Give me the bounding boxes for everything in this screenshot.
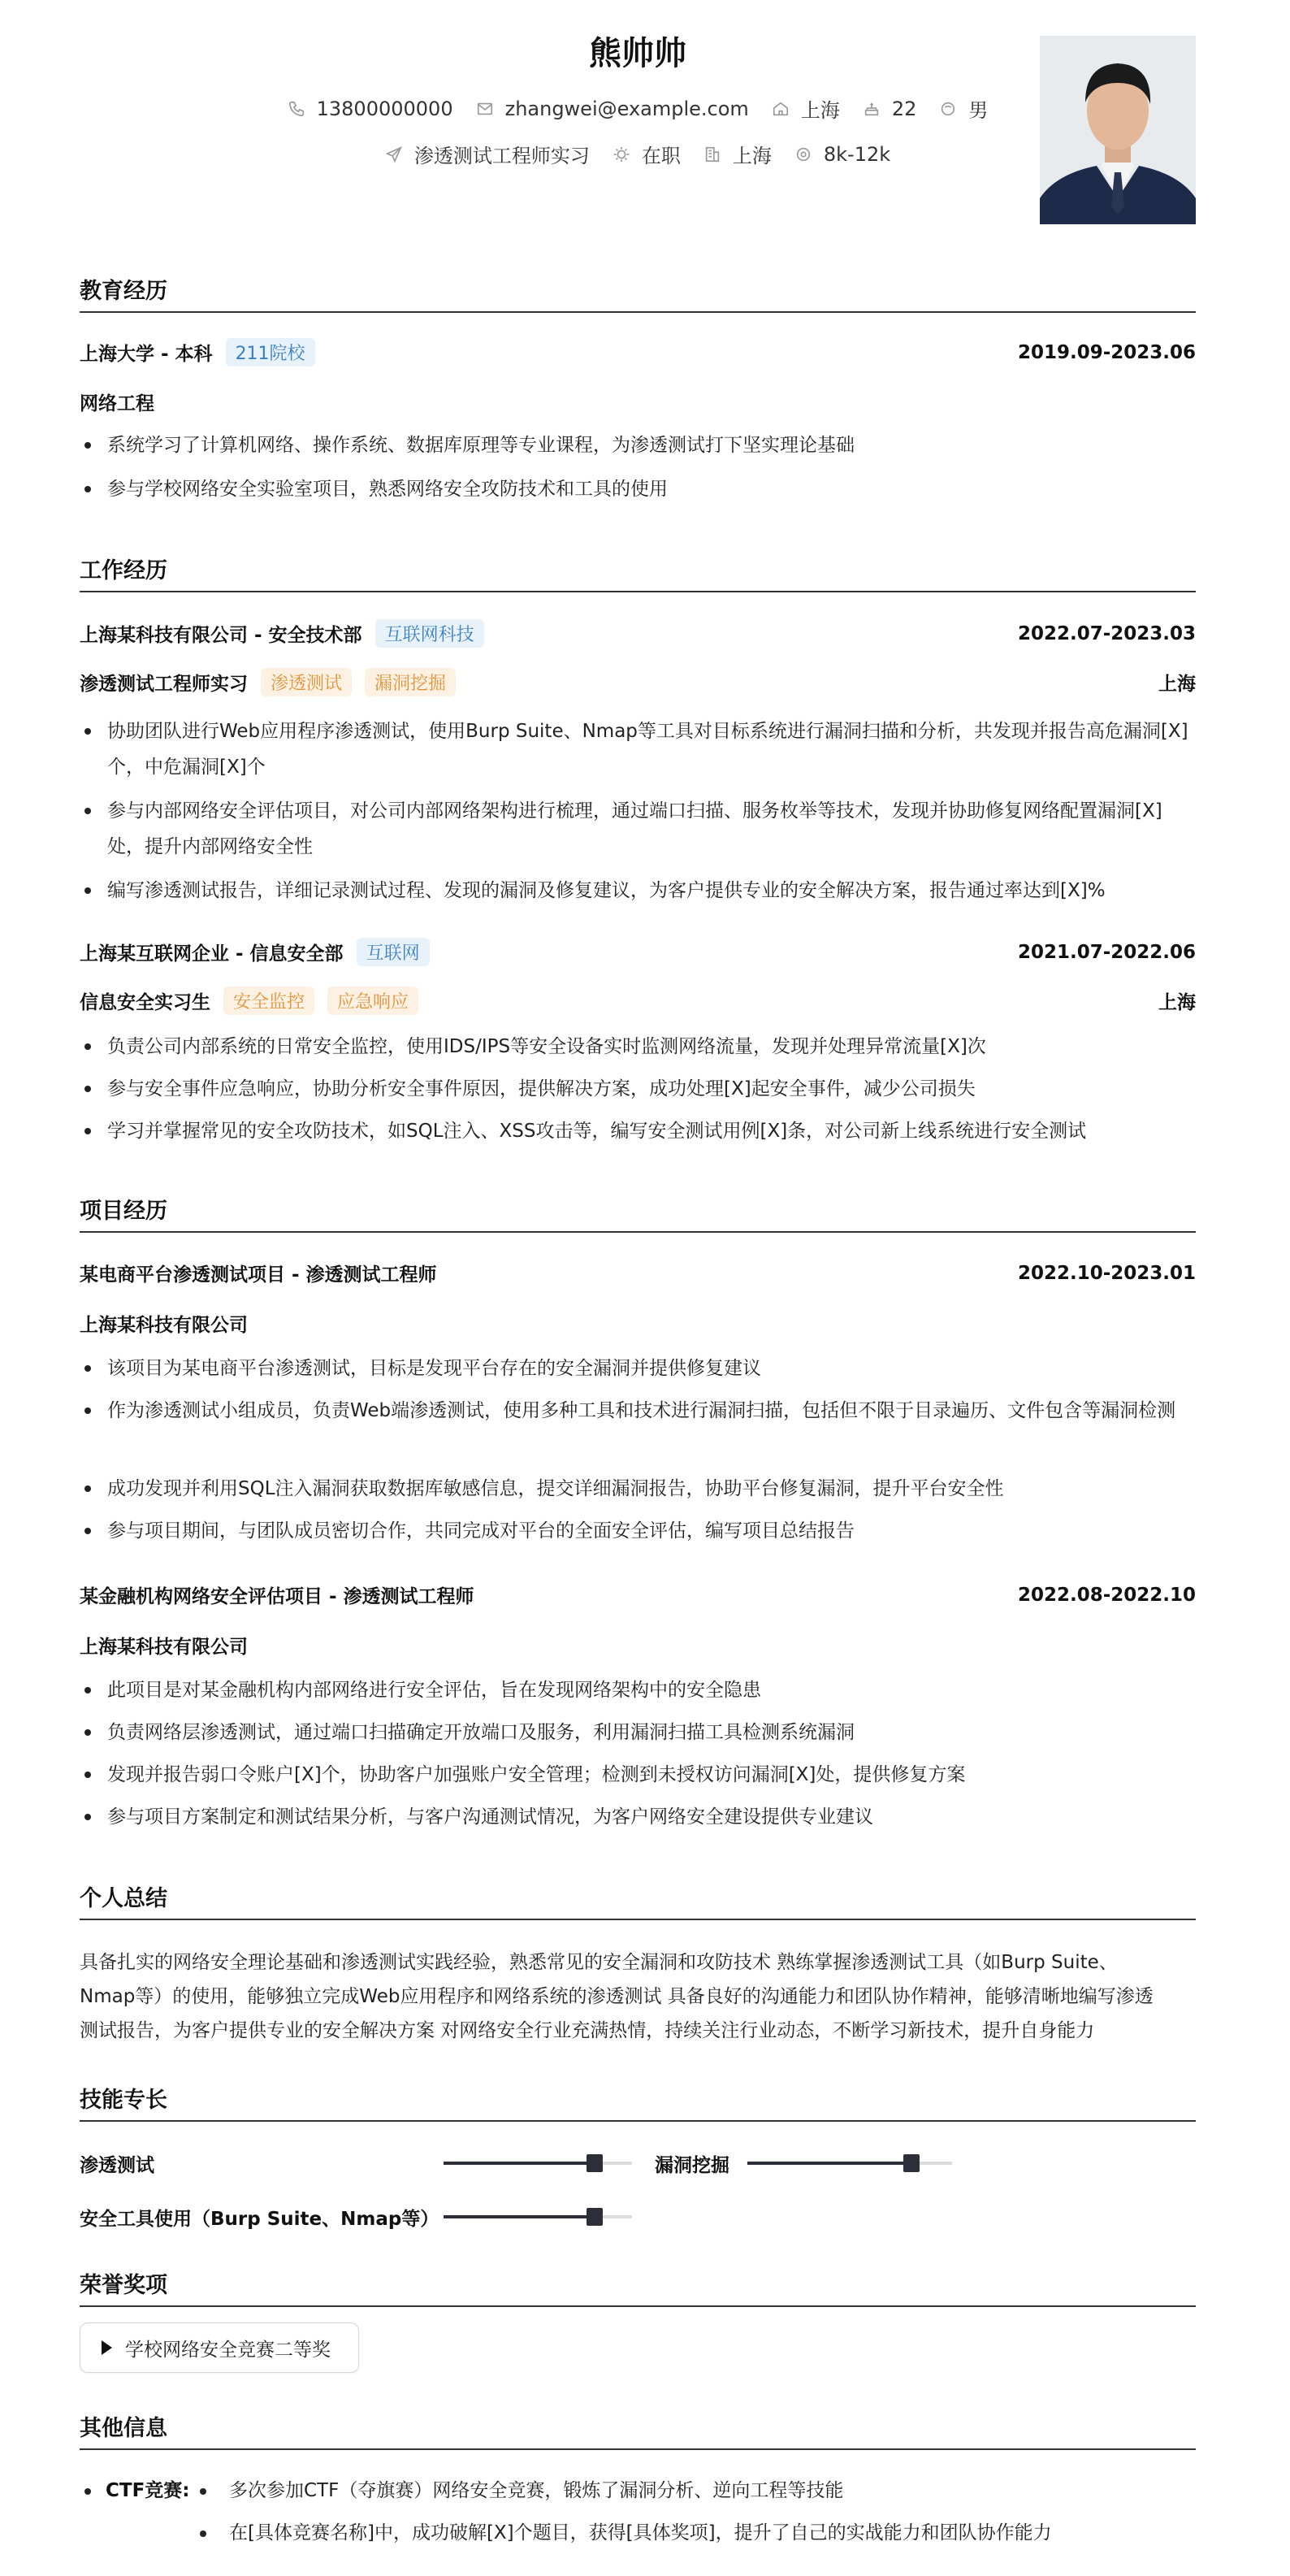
phone-text: 13800000000: [316, 97, 453, 120]
project-name: 某金融机构网络安全评估项目 - 渗透测试工程师: [80, 1586, 474, 1607]
education-date: 2019.09-2023.06: [1017, 341, 1196, 363]
gender-item: [939, 94, 988, 123]
list-item: 成功发现并利用SQL注入漏洞获取数据库敏感信息，提交详细漏洞报告，协助平台修复漏洞，提升平台安全性: [80, 1471, 1196, 1507]
company-name: 上海某科技有限公司 - 安全技术部: [80, 625, 362, 646]
list-item: 作为渗透测试小组成员，负责Web端渗透测试，使用多种工具和技术进行漏洞扫描，包括但不限于目录遍历、文件包含等漏洞检测: [80, 1393, 1196, 1429]
skill-level-knob: [587, 2208, 603, 2226]
list-item: 参与项目期间，与团队成员密切合作，共同完成对平台的全面安全评估，编写项目总结报告: [80, 1513, 1196, 1549]
project-org: 上海某科技有限公司: [80, 1637, 248, 1658]
job-city: 上海: [1158, 992, 1196, 1013]
list-item: 系统学习了计算机网络、操作系统、数据库原理等专业课程，为渗透测试打下坚实理论基础: [80, 427, 1196, 463]
list-item: 编写渗透测试报告，详细记录测试过程、发现的漏洞及修复建议，为客户提供专业的安全解决方案，报告通过率达到[X]%: [80, 873, 1196, 909]
project-header: [80, 1260, 1196, 1286]
project-date: 2022.10-2023.01: [1017, 1262, 1196, 1284]
school-tag: 211院校: [226, 338, 315, 366]
job-position: 渗透测试工程师实习: [80, 674, 248, 695]
other-label: CTF竞赛:: [106, 2480, 190, 2501]
project-org: 上海某科技有限公司: [80, 1315, 248, 1336]
skill-level-bar: [747, 2162, 952, 2165]
list-item: 负责公司内部系统的日常安全监控，使用IDS/IPS等安全设备实时监测网络流量，发现并处理异常流量[X]次: [80, 1029, 1196, 1065]
job-position: 信息安全实习生: [80, 992, 210, 1013]
target-job-item: [385, 140, 590, 168]
list-item: 发现并报告弱口令账户[X]个，协助客户加强账户安全管理；检测到未授权访问漏洞[X]处，提供修复方案: [80, 1757, 1196, 1793]
position-tag: 应急响应: [327, 987, 418, 1015]
major: 网络工程: [80, 393, 154, 414]
profile-photo: [1040, 36, 1196, 224]
other-text: 多次参加CTF（夺旗赛）网络安全竞赛，锻炼了漏洞分析、逆向工程等技能: [229, 2480, 844, 2501]
award-text: 学校网络安全竞赛二等奖: [125, 2339, 331, 2361]
skill-level-bar: [444, 2162, 632, 2165]
project-name: 某电商平台渗透测试项目 - 渗透测试工程师: [80, 1264, 437, 1286]
school-name: 上海大学 - 本科: [80, 344, 213, 365]
email-item: [476, 98, 749, 120]
list-item: 此项目是对某金融机构内部网络进行安全评估，旨在发现网络架构中的安全隐患: [80, 1672, 1196, 1708]
status-text: 在职: [641, 145, 681, 167]
skill-level-knob: [587, 2154, 603, 2172]
list-item: 参与项目方案制定和测试结果分析，与客户沟通测试情况，为客户网络安全建设提供专业建议: [80, 1799, 1196, 1835]
other-section-title: 其他信息: [80, 2410, 1196, 2450]
skill-name: 安全工具使用（Burp Suite、Nmap等）: [80, 2209, 439, 2230]
award-item[interactable]: [80, 2322, 359, 2373]
position-tag: 渗透测试: [261, 668, 352, 696]
job-position-row: [80, 987, 1196, 1015]
skill-level-fill: [444, 2215, 595, 2218]
age-icon: [863, 100, 881, 118]
work-section-title: 工作经历: [80, 553, 1196, 592]
job-header: [80, 938, 1196, 966]
position-tag: 漏洞挖掘: [365, 668, 456, 696]
skill-level-fill: [444, 2162, 595, 2165]
summary-line: Nmap等）的使用，能够独立完成Web应用程序和网络系统的渗透测试 具备良好的沟通能力和团队协作精神，能够清晰地编写渗透: [80, 1986, 1154, 2007]
projects-section-title: 项目经历: [80, 1193, 1196, 1233]
target-job-text: 渗透测试工程师实习: [413, 145, 590, 167]
summary-line: 具备扎实的网络安全理论基础和渗透测试实践经验，熟悉常见的安全漏洞和攻防技术 熟练掌握渗透测试工具（如Burp Suite、: [80, 1952, 1118, 1973]
status-icon: [613, 145, 630, 163]
skill-name: 漏洞挖掘: [655, 2155, 729, 2176]
job-intent-row: [80, 140, 1196, 168]
skill-level-bar: [444, 2215, 632, 2218]
education-section-title: 教育经历: [80, 273, 1196, 313]
building-icon: [703, 145, 721, 163]
target-city-item: [703, 140, 772, 168]
other-text: 在[具体竞赛名称]中，成功破解[X]个题目，获得[具体奖项]，提升了自己的实战能力和团队协作能力: [229, 2522, 1052, 2543]
list-item: 协助团队进行Web应用程序渗透测试，使用Burp Suite、Nmap等工具对目标系统进行漏洞扫描和分析，共发现并报告高危漏洞[X]个，中危漏洞[X]个: [80, 713, 1196, 785]
candidate-name: 熊帅帅: [589, 35, 686, 72]
location-item: [772, 94, 840, 123]
education-header: [80, 338, 1196, 366]
location-text: 上海: [800, 99, 840, 122]
phone-icon: [288, 100, 305, 118]
company-name: 上海某互联网企业 - 信息安全部: [80, 943, 344, 965]
job-city: 上海: [1158, 674, 1196, 695]
job-position-row: [80, 668, 1196, 696]
list-item: 参与学校网络安全实验室项目，熟悉网络安全攻防技术和工具的使用: [80, 471, 1196, 507]
status-item: [613, 140, 681, 168]
salary-icon: [794, 145, 812, 163]
list-item: 学习并掌握常见的安全攻防技术，如SQL注入、XSS攻击等，编写安全测试用例[X]条，对公司新上线系统进行安全测试: [80, 1113, 1196, 1149]
email-text: zhangwei@example.com: [504, 97, 749, 120]
project-header: [80, 1581, 1196, 1608]
send-icon: [385, 145, 403, 163]
age-text: 22: [891, 97, 917, 120]
list-item: 该项目为某电商平台渗透测试，目标是发现平台存在的安全漏洞并提供修复建议: [80, 1351, 1196, 1386]
job-date: 2021.07-2022.06: [1017, 941, 1196, 963]
home-icon: [772, 100, 790, 118]
skill-level-fill: [747, 2162, 911, 2165]
summary-line: 测试报告，为客户提供专业的安全解决方案 对网络安全行业充满热情，持续关注行业动态，不断学习新技术，提升自身能力: [80, 2020, 1095, 2041]
project-date: 2022.08-2022.10: [1017, 1584, 1196, 1606]
target-city-text: 上海: [732, 145, 772, 167]
summary-text: [80, 1945, 1196, 2048]
awards-section-title: 荣誉奖项: [80, 2267, 1196, 2307]
contact-row: [80, 94, 1196, 123]
job-header: [80, 619, 1196, 648]
phone-item: [288, 98, 453, 120]
skill-name: 渗透测试: [80, 2155, 154, 2176]
position-tag: 安全监控: [223, 987, 314, 1015]
salary-item: [794, 143, 890, 166]
age-item: [863, 98, 917, 120]
list-item: 参与内部网络安全评估项目，对公司内部网络架构进行梳理，通过端口扫描、服务枚举等技术，发现并协助修复网络配置漏洞[X]处，提升内部网络安全性: [80, 793, 1196, 865]
gender-text: 男: [968, 99, 989, 122]
gender-icon: [939, 100, 957, 118]
salary-text: 8k-12k: [823, 142, 891, 166]
company-tag: 互联网: [357, 938, 430, 966]
job-date: 2022.07-2023.03: [1017, 622, 1196, 644]
summary-section-title: 个人总结: [80, 1880, 1196, 1920]
skills-section-title: 技能专长: [80, 2082, 1196, 2122]
company-tag: 互联网科技: [375, 619, 484, 648]
mail-icon: [476, 100, 494, 118]
skill-level-knob: [903, 2154, 920, 2172]
list-item: 参与安全事件应急响应，协助分析安全事件原因，提供解决方案，成功处理[X]起安全事件，减少公司损失: [80, 1071, 1196, 1107]
list-item: 负责网络层渗透测试，通过端口扫描确定开放端口及服务，利用漏洞扫描工具检测系统漏洞: [80, 1715, 1196, 1750]
expand-triangle-icon: [102, 2340, 112, 2355]
